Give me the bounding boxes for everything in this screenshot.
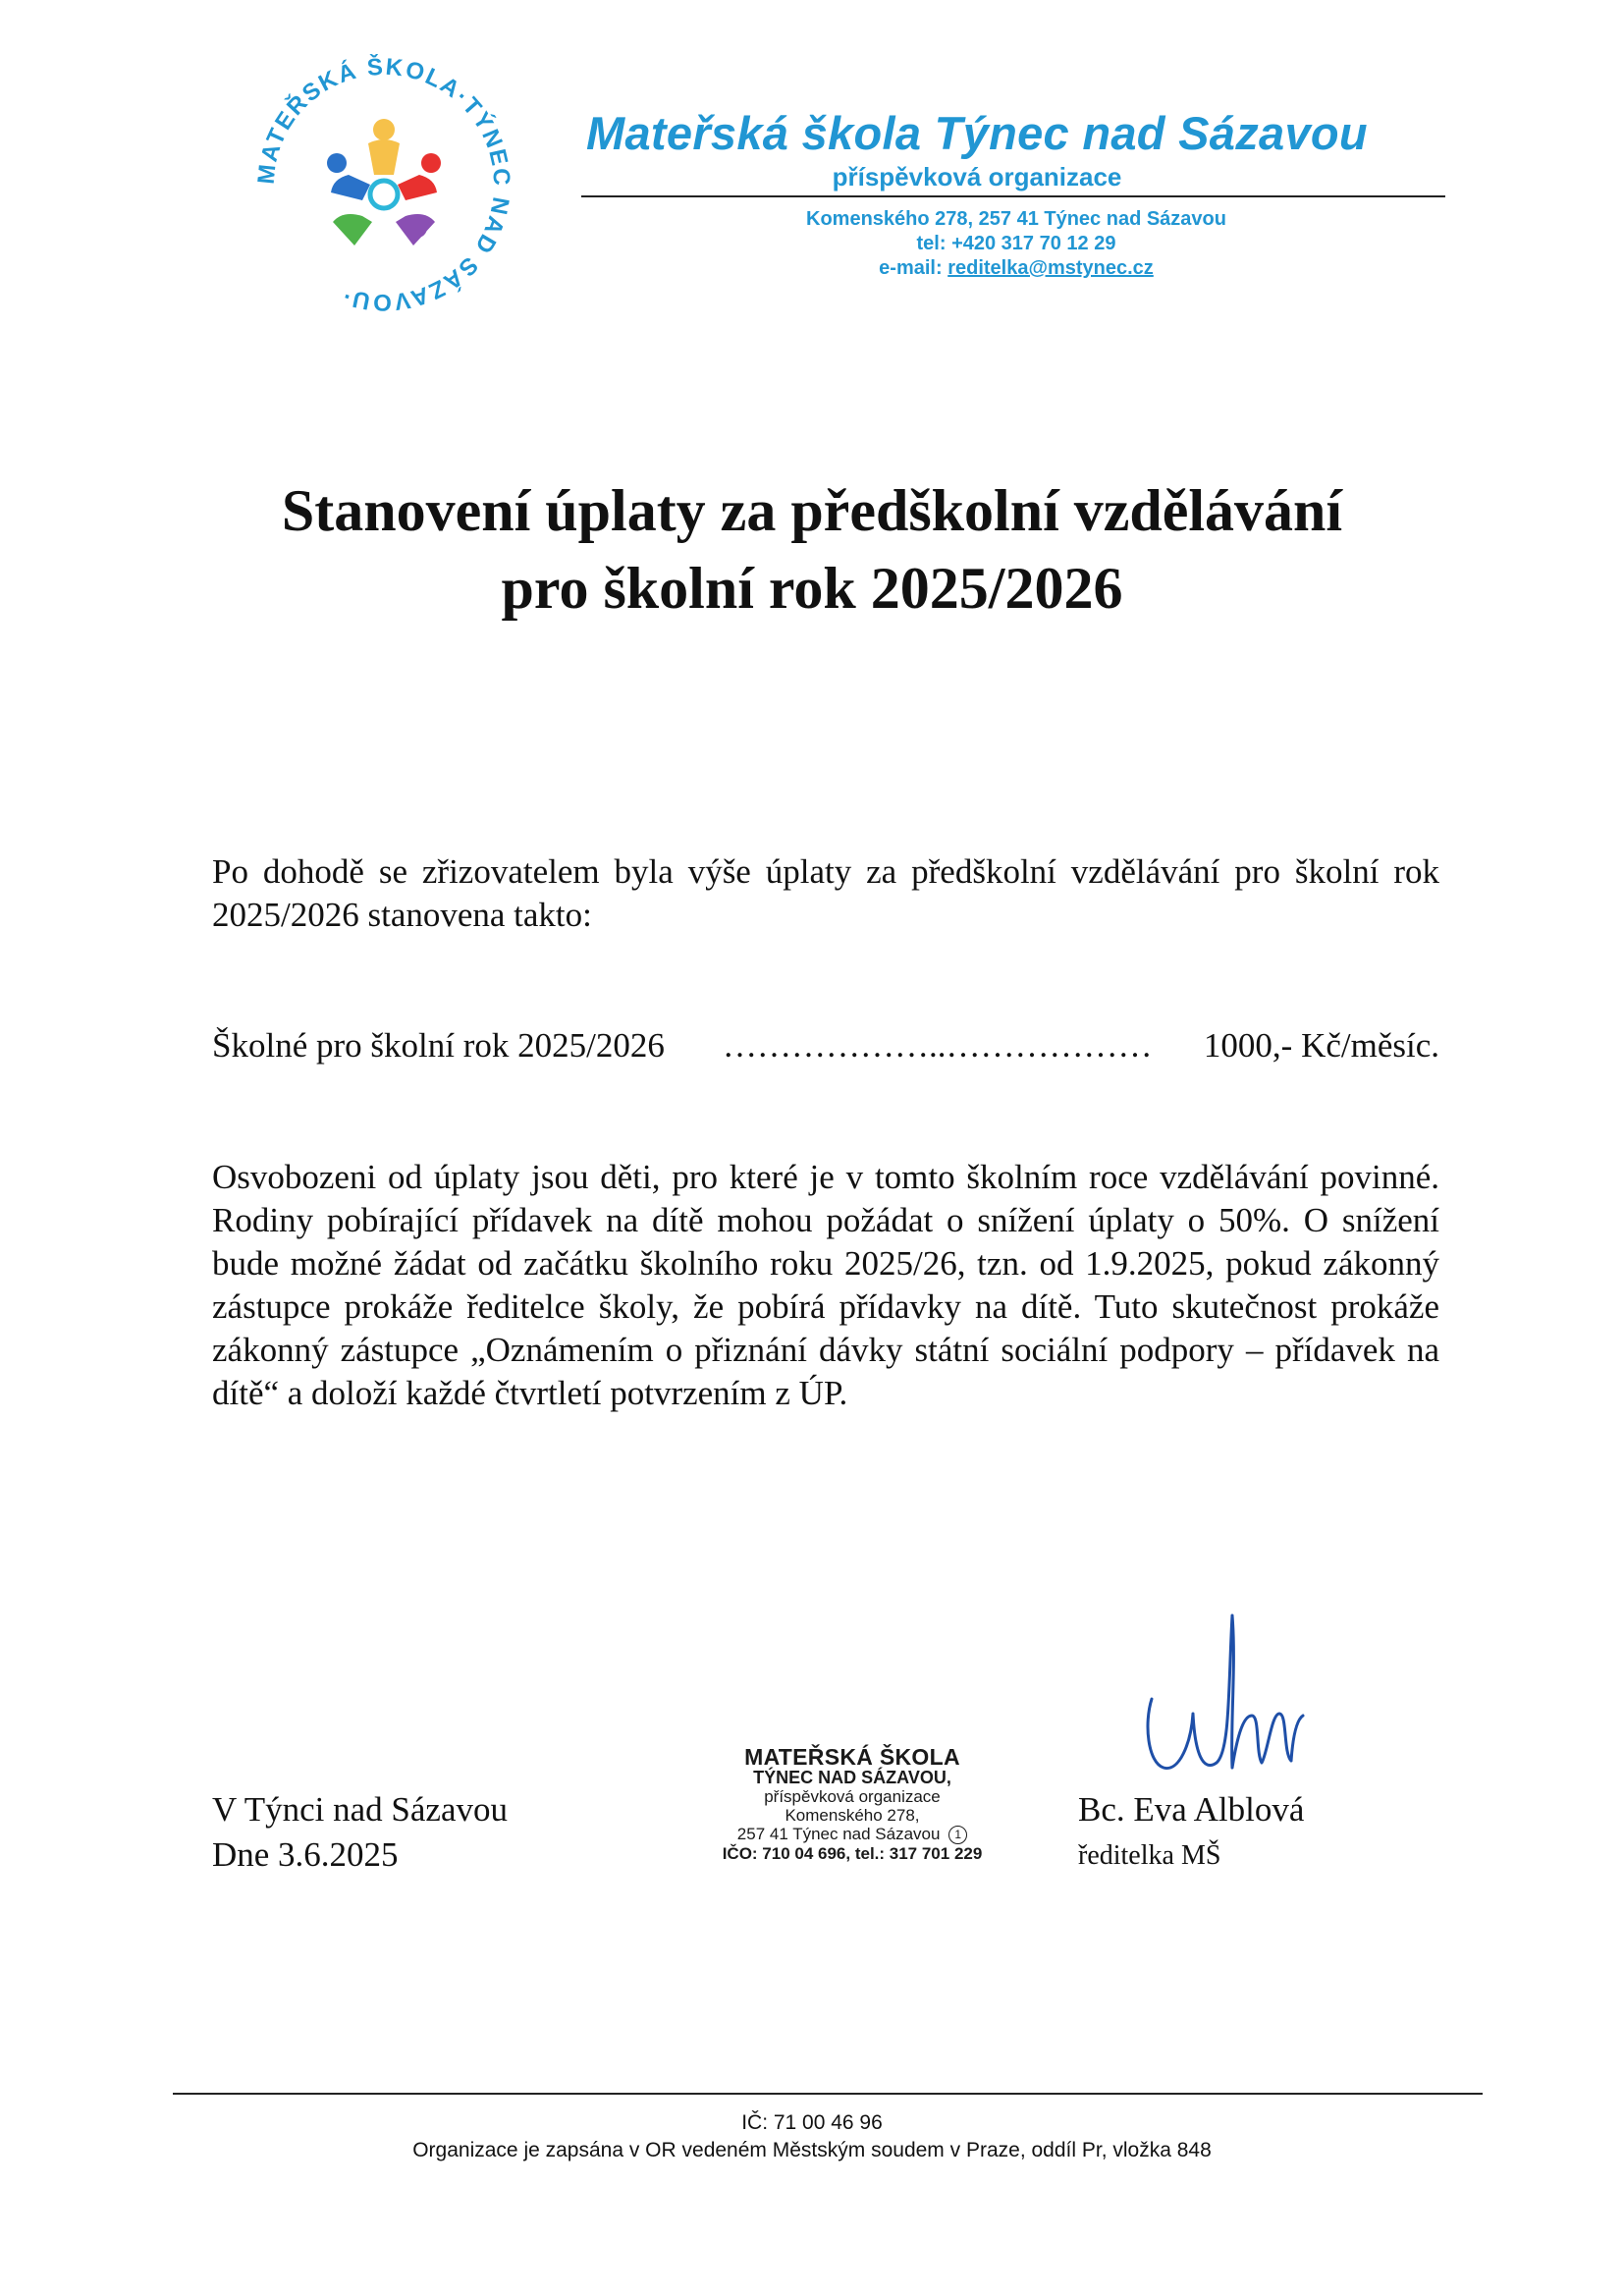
signing-place: V Týnci nad Sázavou bbox=[212, 1790, 509, 1829]
stamp-line-text: 257 41 Týnec nad Sázavou bbox=[736, 1825, 941, 1843]
organization-email-row bbox=[668, 256, 1365, 280]
signer-name: Bc. Eva Alblová bbox=[1078, 1790, 1305, 1829]
organization-name: Mateřská škola Týnec nad Sázavou bbox=[586, 107, 1368, 159]
stamp-line: příspěvková organizace bbox=[764, 1787, 941, 1806]
exemption-paragraph: Osvobozeni od úplaty jsou děti, pro které je v tomto školním roce vzdělávání povinné. Rodiny pobírající přídavek na dítě mohou požádat o snížení úplaty o 50%. O snížení bude možné žádat od začátku školního roku 2025/26, tzn. od 1.9.2025, pokud zákonný zástupce prokáže ředitelce školy, že pobírá přídavky na dítě. Tuto skutečnost prokáže zákonný zástupce „Oznámením o přiznání dávky státní sociální podpory – přídavek na dítě“ a doloží každé čtvrtletí potvrzením z ÚP. bbox=[212, 1158, 1439, 1412]
organization-address: Komenského 278, 257 41 Týnec nad Sázavou bbox=[806, 208, 1226, 230]
email-label: e-mail: bbox=[879, 257, 943, 279]
fee-label: Školné pro školní rok 2025/2026 bbox=[212, 1026, 665, 1065]
stamp-line: IČO: 710 04 696, tel.: 317 701 229 bbox=[722, 1844, 983, 1864]
fee-value: 1000,- Kč/měsíc. bbox=[1203, 1026, 1439, 1065]
header-divider bbox=[581, 195, 1445, 197]
logo-children-figures bbox=[327, 119, 441, 246]
organization-type: příspěvková organizace bbox=[832, 162, 1122, 191]
footer-divider bbox=[173, 2093, 1483, 2095]
stamp-number-badge: 1 bbox=[948, 1826, 967, 1844]
logo-ring-text: MATEŘSKÁ ŠKOLA·TÝNEC NAD SÁZAVOU· bbox=[253, 54, 514, 315]
footer-registration: Organizace je zapsána v OR vedeném Městským soudem v Praze, oddíl Pr, vložka 848 bbox=[412, 2139, 1212, 2161]
signer-role: ředitelka MŠ bbox=[1078, 1840, 1221, 1871]
official-stamp bbox=[676, 1745, 1029, 1863]
stamp-line: Komenského 278, bbox=[785, 1806, 920, 1825]
fee-dot-leader: ………………..……………… bbox=[723, 1026, 1153, 1065]
school-logo bbox=[253, 54, 514, 315]
intro-paragraph: Po dohodě se zřizovatelem byla výše úplaty za předškolní vzdělávání pro školní rok 2025/2026 stanovena takto: bbox=[212, 852, 1439, 934]
organization-phone: tel: +420 317 70 12 29 bbox=[916, 233, 1116, 254]
stamp-line bbox=[676, 1825, 1029, 1844]
stamp-line: TÝNEC NAD SÁZAVOU, bbox=[753, 1768, 951, 1787]
document-title-line-1: Stanovení úplaty za předškolní vzdělávání bbox=[281, 478, 1343, 543]
stamp-line: MATEŘSKÁ ŠKOLA bbox=[744, 1744, 960, 1770]
footer-company-id: IČ: 71 00 46 96 bbox=[741, 2111, 883, 2134]
document-title-line-2: pro školní rok 2025/2026 bbox=[501, 556, 1123, 621]
signing-date: Dne 3.6.2025 bbox=[212, 1835, 399, 1874]
handwritten-signature bbox=[1134, 1606, 1311, 1802]
email-link[interactable]: reditelka@mstynec.cz bbox=[947, 257, 1154, 279]
